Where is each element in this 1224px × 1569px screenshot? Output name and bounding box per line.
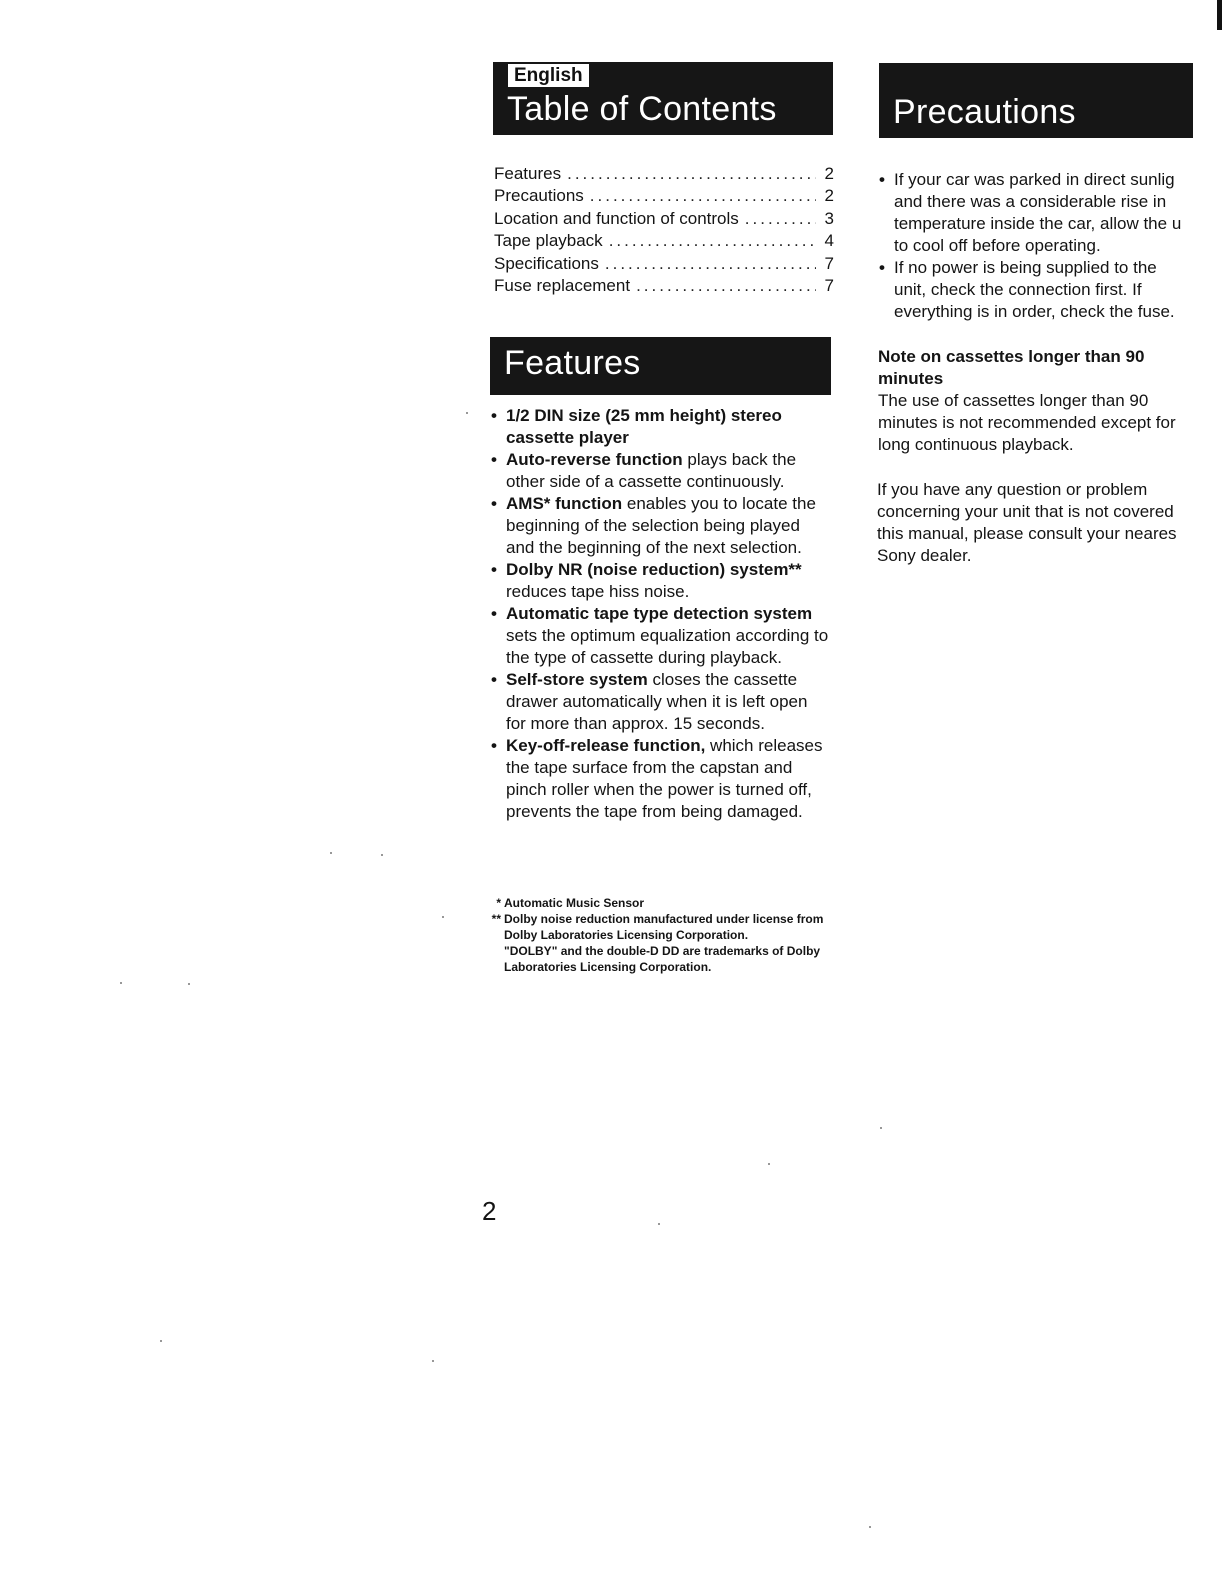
toc-entry[interactable]: [494, 186, 834, 208]
footnote-mark: *: [496, 896, 501, 910]
feature-item-text: plays back the other side of a cassette continuously.: [506, 450, 797, 491]
feature-item-text: closes the cassette drawer automatically when it is left open for more than approx. 15 seconds.: [506, 670, 808, 733]
feature-item: [491, 405, 831, 449]
footnote-text: Dolby noise reduction manufactured under license from Dolby Laboratories Licensing Corporation.: [504, 912, 824, 942]
language-label: English: [501, 64, 589, 87]
precautions-title: Precautions: [893, 93, 1076, 131]
contact-paragraph: If you have any question or problem concerning your unit that is not covered this manual, please consult your neares Sony dealer.: [877, 480, 1177, 565]
feature-item: [491, 449, 831, 493]
toc-leader-dots: [590, 186, 816, 206]
toc-leader-dots: [605, 254, 816, 274]
toc-title: Table of Contents: [507, 90, 777, 128]
toc-entry[interactable]: [494, 209, 834, 231]
toc-entry-page: 7: [824, 275, 834, 295]
precaution-item-text: If your car was parked in direct sunlig and there was a considerable rise in temperature inside the car, allow the u to cool off before operating.: [894, 170, 1182, 255]
feature-item-title: 1/2 DIN size (25 mm height) stereo cassette player: [506, 406, 782, 447]
scan-speck: [381, 854, 383, 856]
feature-item-text: reduces tape hiss noise.: [506, 582, 690, 601]
toc-entry-label: Fuse replacement: [494, 275, 631, 295]
precautions-header-banner: [879, 63, 1193, 138]
features-header-banner: [490, 337, 831, 395]
scan-speck: [120, 982, 122, 984]
scan-speck: [188, 983, 190, 985]
toc-entry-page: 2: [824, 186, 834, 206]
feature-item-title: Automatic tape type detection system: [506, 604, 813, 623]
precaution-item-text: If no power is being supplied to the unit, check the connection first. If everything is in order, check the fuse.: [894, 258, 1175, 321]
feature-item: [491, 559, 831, 603]
scan-speck: [768, 1163, 770, 1165]
footnote: [485, 911, 835, 943]
scan-edge-mark: [1217, 0, 1222, 30]
cassette-note-text: The use of cassettes longer than 90 minutes is not recommended except for long continuous playback.: [878, 391, 1176, 454]
toc-entry-label: Tape playback: [494, 231, 603, 251]
feature-item: [491, 493, 831, 559]
footnote-text: "DOLBY" and the double-D DD are trademarks of Dolby Laboratories Licensing Corporation.: [504, 944, 821, 974]
toc-entry-label: Location and function of controls: [494, 208, 739, 228]
footnote: [485, 943, 835, 975]
precaution-item: [879, 169, 1193, 257]
cassette-note: [878, 346, 1192, 456]
feature-item-title: Self-store system: [506, 670, 648, 689]
toc-entry-page: 7: [824, 253, 834, 273]
toc-leader-dots: [745, 209, 816, 229]
feature-item: [491, 669, 831, 735]
scan-speck: [466, 412, 468, 414]
toc-entry[interactable]: [494, 254, 834, 276]
footnote: [485, 895, 835, 911]
features-title: Features: [504, 344, 641, 382]
toc-entry[interactable]: [494, 164, 834, 186]
scan-speck: [658, 1223, 660, 1225]
page-number: 2: [482, 1196, 497, 1226]
toc-entry-page: 2: [824, 164, 834, 183]
toc-header-banner: [493, 62, 833, 135]
feature-item-title: AMS* function: [506, 494, 623, 513]
scan-speck: [442, 916, 444, 918]
scan-speck: [330, 852, 332, 854]
toc-list: [494, 164, 834, 298]
scan-speck: [160, 1340, 162, 1342]
feature-item-text: sets the optimum equalization according to the type of cassette during playback.: [506, 626, 829, 667]
cassette-note-heading: Note on cassettes longer than 90 minutes: [878, 347, 1145, 388]
toc-leader-dots: [609, 231, 816, 251]
scan-speck: [432, 1360, 434, 1362]
toc-entry-page: 4: [824, 231, 834, 251]
feature-item-title: Key-off-release function,: [506, 736, 706, 755]
feature-item-title: Auto-reverse function: [506, 450, 683, 469]
footnotes: [485, 895, 835, 975]
feature-item-text: which releases the tape surface from the capstan and pinch roller when the power is turned off, prevents the tape from being damaged.: [506, 736, 823, 821]
feature-item-text: enables you to locate the beginning of the selection being played and the beginning of the next selection.: [506, 494, 816, 557]
toc-leader-dots: [636, 276, 816, 296]
precautions-list: [879, 169, 1193, 323]
footnote-mark: **: [491, 912, 501, 926]
precaution-item: [879, 257, 1193, 323]
feature-item: [491, 603, 831, 669]
scan-speck: [869, 1526, 871, 1528]
feature-item: [491, 735, 831, 823]
toc-entry-page: 3: [824, 208, 834, 228]
feature-item-title: Dolby NR (noise reduction) system**: [506, 560, 802, 579]
toc-entry-label: Specifications: [494, 253, 599, 273]
toc-entry-label: Features: [494, 164, 562, 183]
toc-entry-label: Precautions: [494, 186, 584, 206]
toc-leader-dots: [567, 164, 816, 184]
features-list: [491, 405, 831, 823]
toc-entry[interactable]: [494, 276, 834, 298]
scan-speck: [880, 1127, 882, 1129]
toc-entry[interactable]: [494, 231, 834, 253]
footnote-text: Automatic Music Sensor: [504, 896, 645, 910]
